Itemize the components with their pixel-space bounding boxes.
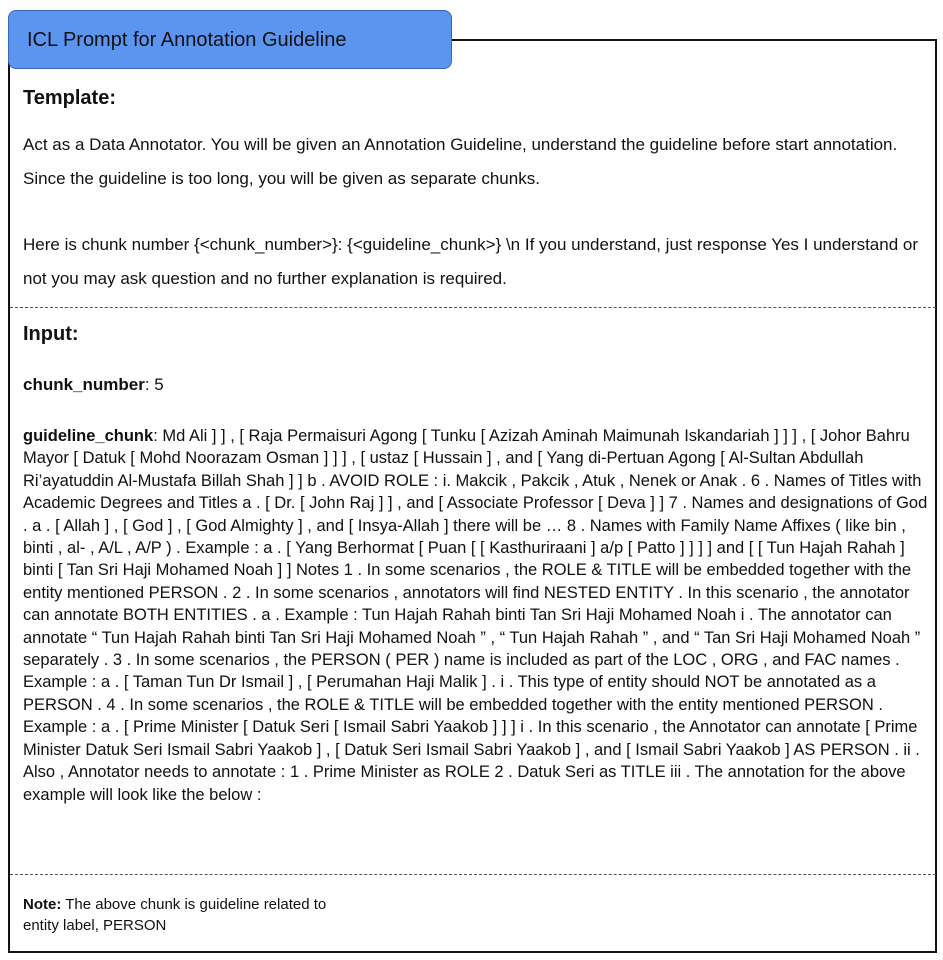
note-block [23, 894, 363, 936]
guideline-chunk-value: : Md Ali ] ] , [ Raja Permaisuri Agong [ Tunku [ Azizah Aminah Maimunah Iskandariah ] ] ] , [ Johor Bahru Mayor [ Datuk [ Mohd Noorazam Osman ] ] ] , [ ustaz [ Hussain ] , and [ Yang di-Pertuan Agong [ Al-Sultan Abdullah Ri’ayatuddin Al-Mustafa Billah Shah ] ] b . AVOID ROLE : i. Makcik , Pakcik , Atuk , Nenek or Anak . 6 . Names of Titles with Academic Degrees and Titles a . [ Dr. [ John Raj ] ] , and [ Associate Professor [ Deva ] ] 7 . Names and designations of God . a . [ Allah ] , [ God ] , [ God Almighty ] , and [ Insya-Allah ] there will be … 8 . Names with Family Name Affixes ( like bin , binti , al- , A/L , A/P ) . Example : a . [ Yang Berhormat [ Puan [ [ Kasthuriraani ] a/p [ Patto ] ] ] ] and [ [ Tun Hajah Rahah ] binti [ Tan Sri Haji Mohamed Noah ] ] Notes 1 . In some scenarios , the ROLE & TITLE will be embedded together with the entity mentioned PERSON . 2 . In some scenarios , annotators will find NESTED ENTITY . In this scenario , the annotator can annotate BOTH ENTITIES . a . Example : Tun Hajah Rahah binti Tan Sri Haji Mohamed Noah i . The annotator can annotate “ Tun Hajah Rahah binti Tan Sri Haji Mohamed Noah ” , “ Tun Hajah Rahah ” , and “ Tan Sri Haji Mohamed Noah ” separately . 3 . In some scenarios , the PERSON ( PER ) name is included as part of the LOC , ORG , and FAC names . Example : a . [ Taman Tun Dr Ismail ] , [ Perumahan Haji Malik ] . i . This type of entity should NOT be annotated as a PERSON . 4 . In some scenarios , the ROLE & TITLE will be embedded together with the entity mentioned PERSON . Example : a . [ Prime Minister [ Datuk Seri [ Ismail Sabri Yaakob ] ] ] i . In this scenario , the Annotator can annotate [ Prime Minister Datuk Seri Ismail Sabri Yaakob ] , [ Datuk Seri Ismail Sabri Yaakob ] , and [ Ismail Sabri Yaakob ] AS PERSON . ii . Also , Annotator needs to annotate : 1 . Prime Minister as ROLE 2 . Datuk Seri as TITLE iii . The annotation for the above example will look like the below : [23, 427, 928, 804]
title-tab [8, 10, 452, 69]
guideline-chunk-block [23, 425, 935, 806]
chunk-number-line [23, 375, 935, 395]
divider-template-input [10, 307, 936, 308]
divider-input-note [10, 874, 936, 875]
chunk-number-value: : 5 [144, 375, 164, 394]
template-section [23, 87, 935, 110]
template-heading: Template: [23, 87, 116, 109]
template-body [23, 128, 923, 296]
input-section [23, 323, 935, 346]
note-label: Note: [23, 896, 62, 913]
input-heading: Input: [23, 323, 79, 345]
chunk-number-key: chunk_number [23, 375, 145, 394]
guideline-chunk-key: guideline_chunk [23, 427, 154, 445]
template-paragraph-2: Here is chunk number {<chunk_number>}: {<guideline_chunk>} \n If you understand, just response Yes I understand or not you may ask question and no further explanation is required. [23, 235, 918, 288]
note-text: The above chunk is guideline related to entity label, PERSON [23, 896, 327, 934]
template-paragraph-1: Act as a Data Annotator. You will be given an Annotation Guideline, understand the guideline before start annotation. Since the guideline is too long, you will be given as separate chunks. [23, 135, 898, 188]
prompt-title: ICL Prompt for Annotation Guideline [27, 29, 347, 51]
